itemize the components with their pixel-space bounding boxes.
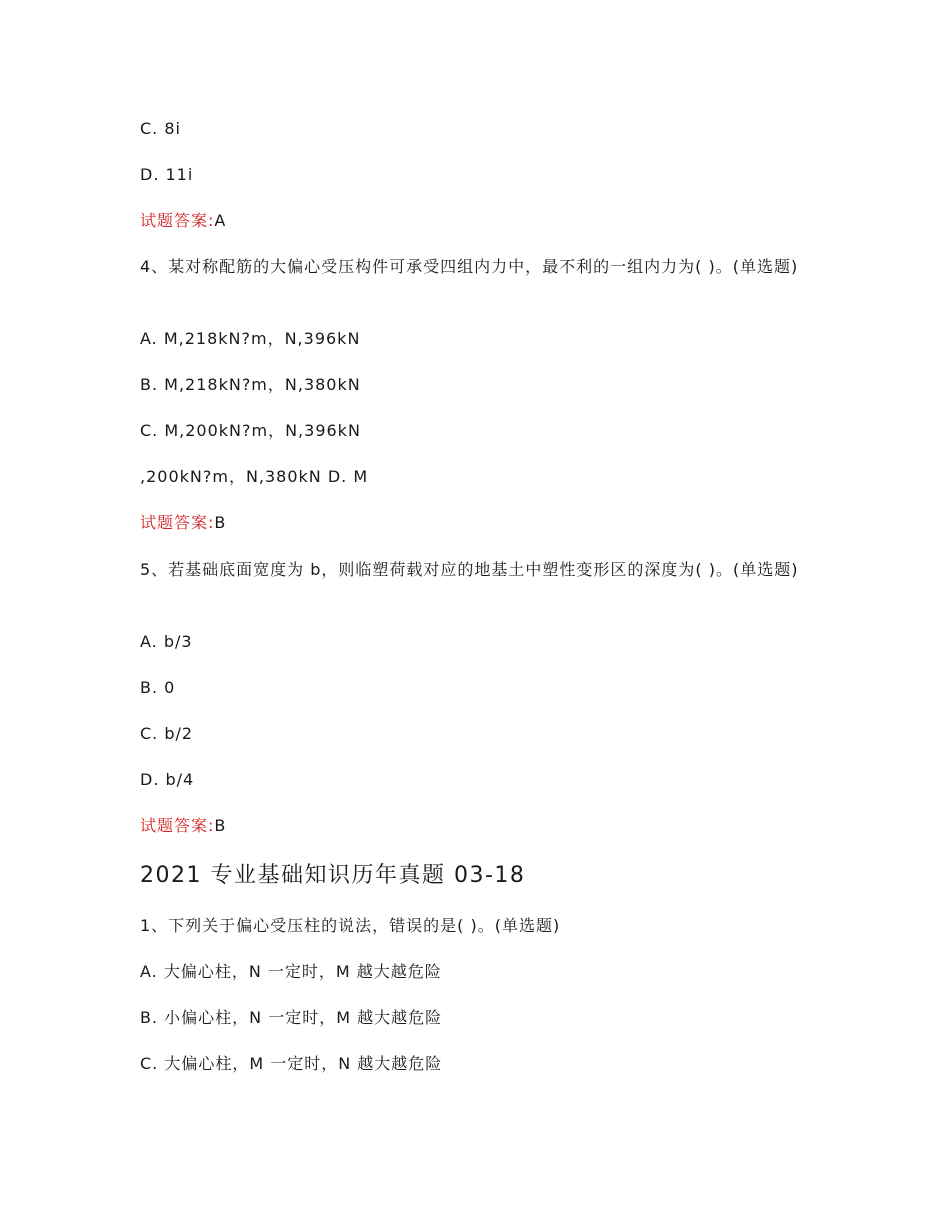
answer-value: A	[214, 211, 227, 230]
q1-option-a: A. 大偏心柱，N 一定时，M 越大越危险	[140, 962, 442, 981]
answer-label: 试题答案:	[140, 513, 215, 532]
answer-line-1	[140, 207, 820, 234]
option-c-prev: C. 8i	[140, 119, 181, 138]
q5-option-c: C. b/2	[140, 724, 194, 743]
answer-value: B	[214, 513, 227, 532]
q5-option-d: D. b/4	[140, 770, 195, 789]
q4-option-c: C. M,200kN?m，N,396kN	[140, 421, 361, 440]
section-heading: 2021 专业基础知识历年真题 03-18	[140, 863, 526, 888]
answer-value: B	[214, 816, 227, 835]
q5-option-b: B. 0	[140, 678, 176, 697]
answer-label: 试题答案:	[140, 816, 215, 835]
answer-line-2	[140, 509, 820, 536]
question-1: 1、下列关于偏心受压柱的说法，错误的是( )。(单选题)	[140, 916, 561, 935]
question-4: 4、某对称配筋的大偏心受压构件可承受四组内力中，最不利的一组内力为( )。(单选题)	[140, 257, 799, 276]
q1-option-c: C. 大偏心柱，M 一定时，N 越大越危险	[140, 1054, 443, 1073]
option-d-prev: D. 11i	[140, 165, 194, 184]
question-5: 5、若基础底面宽度为 b，则临塑荷载对应的地基土中塑性变形区的深度为( )。(单选题)	[140, 560, 799, 579]
answer-line-3	[140, 812, 820, 839]
q5-option-a: A. b/3	[140, 632, 193, 651]
q4-option-b: B. M,218kN?m，N,380kN	[140, 375, 361, 394]
answer-label: 试题答案:	[140, 211, 215, 230]
q4-option-a: A. M,218kN?m，N,396kN	[140, 329, 361, 348]
q4-option-d: ,200kN?m，N,380kN D. M	[140, 467, 369, 486]
q1-option-b: B. 小偏心柱，N 一定时，M 越大越危险	[140, 1008, 443, 1027]
